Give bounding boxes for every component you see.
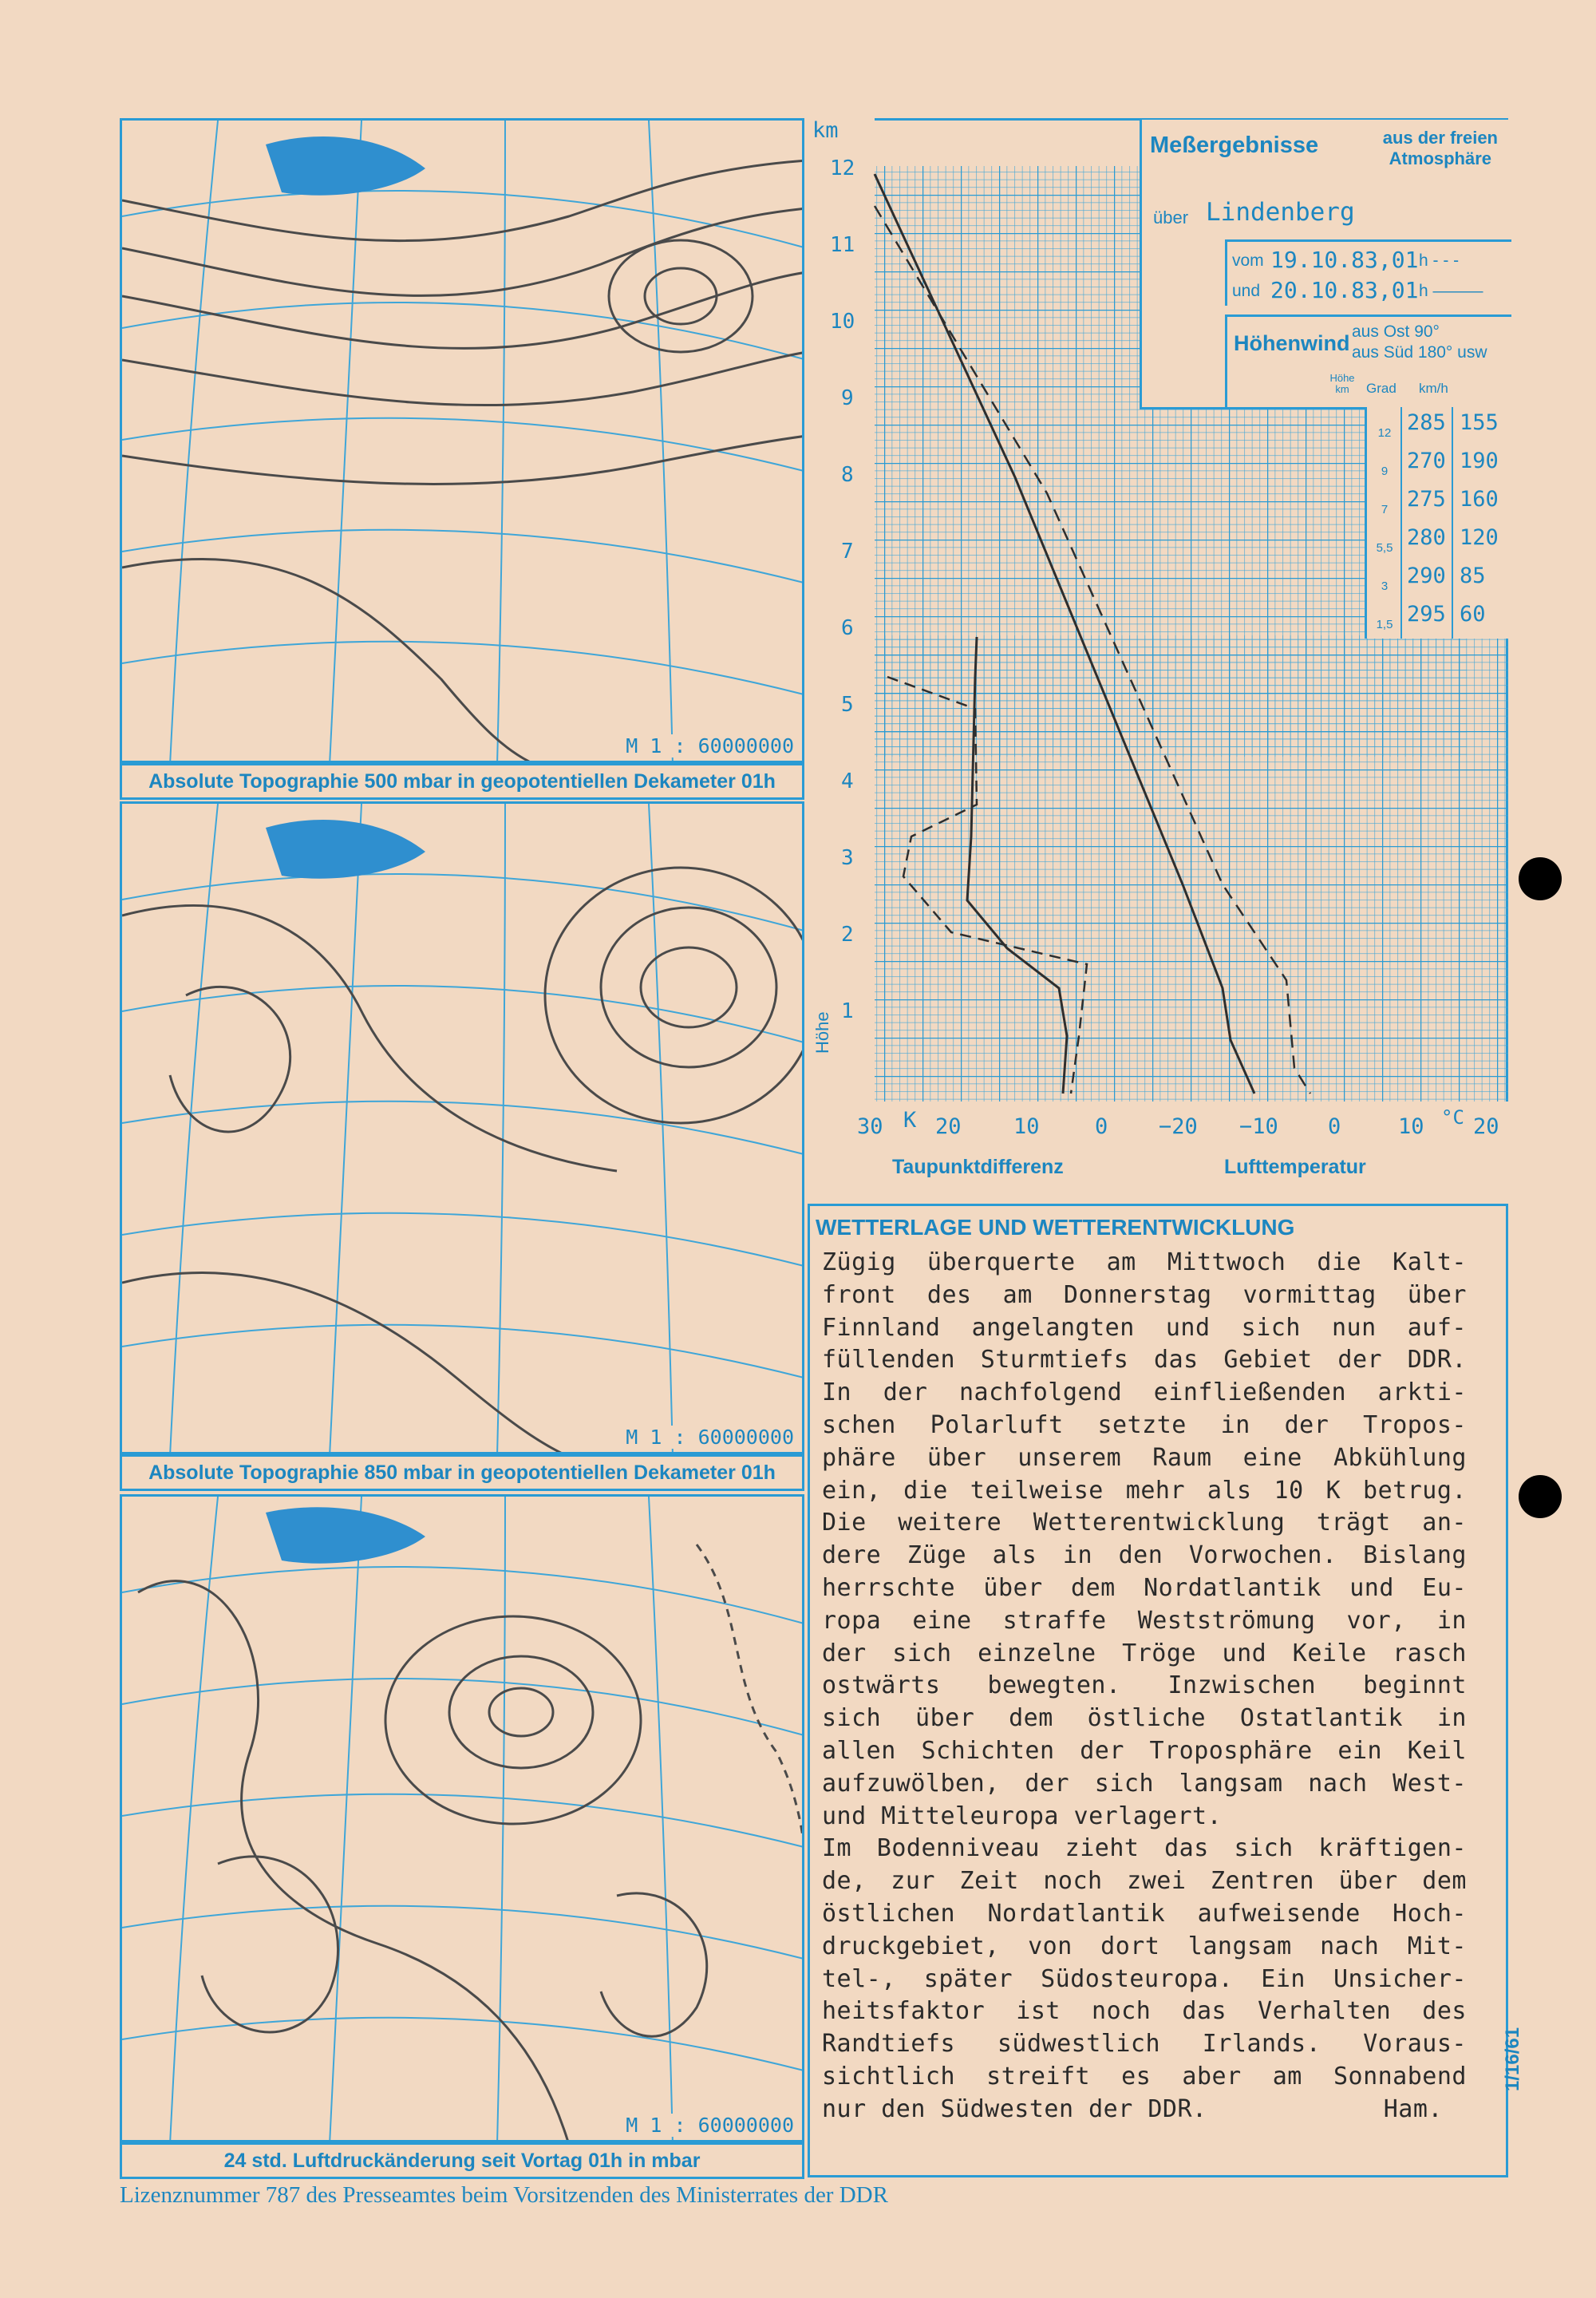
vom-label: vom	[1232, 251, 1264, 270]
sounding-info-box	[1140, 120, 1509, 409]
article-line: sich über dem östliche Ostatlantik in	[822, 1704, 1467, 1733]
date1: 19.10.83,01	[1270, 247, 1419, 273]
article-line: In der nachfolgend einfließenden arkti-	[822, 1378, 1467, 1407]
wind-row-kmh: 120	[1460, 525, 1499, 550]
article-line: Im Bodenniveau zieht das sich kräftigen-	[822, 1834, 1467, 1863]
dew-tick: 30	[857, 1114, 883, 1139]
col-hoehe: Höhe km	[1329, 372, 1355, 395]
temp-tick: 10	[1398, 1114, 1424, 1139]
wind-table	[1365, 407, 1511, 639]
wind-header-box	[1225, 314, 1511, 409]
km-tick: 7	[841, 540, 854, 564]
article-line: Zügig überquerte am Mittwoch die Kalt-	[822, 1248, 1467, 1276]
article-line: ostwärts bewegten. Inzwischen beginnt	[822, 1671, 1467, 1700]
map-500mbar-caption: Absolute Topographie 500 mbar in geopotentiellen Dekameter 01h	[120, 763, 804, 800]
temp-tick: 0	[1328, 1114, 1341, 1139]
und-label: und	[1232, 282, 1261, 300]
article-line: schen Polarluft setzte in der Tropos-	[822, 1410, 1467, 1439]
punch-hole-upper	[1519, 857, 1562, 900]
date2-suffix: h ———	[1419, 282, 1483, 300]
map-pressure-change	[120, 1494, 804, 2142]
temp-unit: °C	[1441, 1106, 1464, 1129]
temp-tick: −10	[1239, 1114, 1278, 1139]
article-line: druckgebiet, von dort langsam nach Mit-	[822, 1932, 1467, 1960]
article-line: östlichen Nordatlantik aufweisende Hoch-	[822, 1899, 1467, 1928]
map-pressure-change-caption: 24 std. Luftdruckänderung seit Vortag 01h in mbar	[120, 2142, 804, 2179]
article-line: Finnland angelangten und sich nun auf-	[822, 1313, 1467, 1342]
page-code: 1/16/61	[1502, 2027, 1523, 2091]
temp-axis-label: Lufttemperatur	[1224, 1156, 1366, 1178]
article-line: allen Schichten der Troposphäre ein Keil	[822, 1736, 1467, 1765]
wind-row-kmh: 85	[1460, 564, 1486, 588]
wind-row-grad: 290	[1407, 564, 1446, 588]
km-tick: 9	[841, 386, 854, 410]
sounding-title: Meßergebnisse	[1150, 133, 1319, 158]
article-body	[822, 1247, 1467, 2126]
article-line: herrschte über dem Nordatlantik und Eu-	[822, 1573, 1467, 1602]
article-line: dere Züge als in den Vorwochen. Bislang	[822, 1541, 1467, 1570]
wind-row-grad: 280	[1407, 525, 1446, 550]
article-line: heitsfaktor ist noch das Verhalten des	[822, 1997, 1467, 2026]
dew-axis-label: Taupunktdifferenz	[892, 1156, 1064, 1178]
wind-direction-note	[1352, 322, 1487, 363]
map-500mbar-drawing	[122, 121, 804, 763]
map-850mbar-caption: Absolute Topographie 850 mbar in geopotentiellen Dekameter 01h	[120, 1454, 804, 1491]
map-850mbar	[120, 801, 804, 1454]
wind-row-height: 3	[1381, 579, 1389, 593]
wind-row-height: 9	[1381, 465, 1389, 478]
sounding-subtitle	[1383, 128, 1498, 169]
wind-row-kmh: 160	[1460, 487, 1499, 512]
wind-direction-line1: aus Ost 90°	[1352, 322, 1440, 341]
km-tick: 4	[841, 769, 854, 793]
article-line: aufzuwölben, der sich langsam nach West-	[822, 1769, 1467, 1798]
dew-tick: 20	[935, 1114, 962, 1139]
km-tick: 12	[830, 156, 855, 180]
wind-row-grad: 285	[1407, 410, 1446, 435]
article-last-line: nur den Südwesten der DDR.	[822, 2094, 1207, 2123]
map-850mbar-scale: M 1 : 60000000	[622, 1426, 797, 1449]
article-line: de, zur Zeit noch zwei Zentren über dem	[822, 1867, 1467, 1896]
map-850mbar-drawing	[122, 804, 804, 1454]
km-tick: 3	[841, 846, 854, 870]
article-line: tel-, später Südosteuropa. Ein Unsicher-	[822, 1964, 1467, 1993]
wind-row-height: 1,5	[1376, 618, 1393, 631]
dew-tick: 0	[1095, 1114, 1108, 1139]
date1-suffix: h - - -	[1419, 251, 1460, 270]
col-grad: Grad	[1366, 381, 1396, 396]
map-500mbar-scale: M 1 : 60000000	[622, 734, 797, 757]
article-line	[822, 2094, 1467, 2126]
temp-tick: −20	[1159, 1114, 1198, 1139]
article-line: füllenden Sturmtiefs das Gebiet der DDR.	[822, 1346, 1467, 1374]
article-line: front des am Donnerstag vormittag über	[822, 1280, 1467, 1309]
article-line: ropa eine straffe Westströmung vor, in	[822, 1606, 1467, 1635]
wind-row-grad: 295	[1407, 602, 1446, 627]
over-label: über	[1153, 208, 1189, 227]
km-tick: 6	[841, 616, 854, 640]
article-line: phäre über unserem Raum eine Abkühlung	[822, 1443, 1467, 1472]
height-axis-label: Höhe	[812, 1011, 832, 1054]
dew-tick: 10	[1013, 1114, 1040, 1139]
punch-hole-lower	[1519, 1475, 1562, 1518]
hoehenwind-label: Höhenwind	[1234, 331, 1350, 355]
km-tick: 5	[841, 693, 854, 717]
wind-row-kmh: 190	[1460, 449, 1499, 473]
dates-box	[1225, 239, 1511, 306]
temp-tick: 20	[1473, 1114, 1499, 1139]
wind-row-height: 7	[1381, 503, 1389, 516]
article-line: Randtiefs südwestlich Irlands. Voraus-	[822, 2030, 1467, 2059]
km-tick: 10	[830, 310, 855, 334]
article-line: und Mitteleuropa verlagert.	[822, 1802, 1223, 1830]
sounding-subtitle-line2: Atmosphäre	[1389, 148, 1492, 168]
map-pressure-change-scale: M 1 : 60000000	[622, 2114, 797, 2137]
article-line: Die weitere Wetterentwicklung trägt an-	[822, 1509, 1467, 1537]
km-tick: 2	[841, 923, 854, 947]
license-footer: Lizenznummer 787 des Presseamtes beim Vorsitzenden des Ministerrates der DDR	[120, 2182, 888, 2208]
article-signature: Ham.	[1383, 2094, 1443, 2123]
map-500mbar	[120, 118, 804, 763]
km-tick: 8	[841, 463, 854, 487]
article-line: sichtlich streift es aber am Sonnabend	[822, 2062, 1467, 2090]
sounding-subtitle-line1: aus der freien	[1382, 128, 1498, 148]
km-tick: 11	[830, 233, 855, 257]
article-line: der sich einzelne Tröge und Keile rasch	[822, 1639, 1467, 1667]
wind-direction-line2: aus Süd 180° usw	[1352, 343, 1487, 362]
wind-row-kmh: 60	[1460, 602, 1486, 627]
map-pressure-change-drawing	[122, 1497, 804, 2142]
wind-row-kmh: 155	[1460, 410, 1499, 435]
wind-row-grad: 275	[1407, 487, 1446, 512]
km-tick: 1	[841, 999, 854, 1023]
article-line: ein, die teilweise mehr als 10 K betrug.	[822, 1476, 1467, 1505]
km-label: km	[812, 118, 839, 143]
wind-row-height: 12	[1377, 426, 1392, 440]
dew-unit: K	[903, 1108, 917, 1133]
wind-row-grad: 270	[1407, 449, 1446, 473]
date2: 20.10.83,01	[1270, 277, 1419, 303]
col-kmh: km/h	[1419, 381, 1448, 396]
wind-row-height: 5,5	[1376, 541, 1393, 555]
article-heading: WETTERLAGE UND WETTERENTWICKLUNG	[816, 1215, 1295, 1240]
station-name: Lindenberg	[1206, 198, 1355, 227]
